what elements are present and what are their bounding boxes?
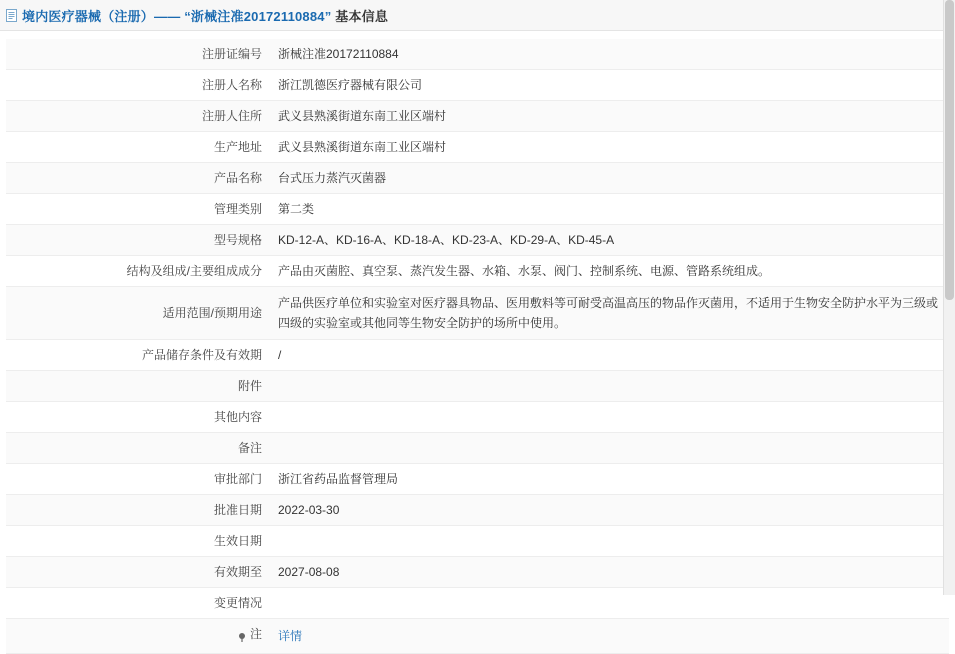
row-value: 武义县熟溪街道东南工业区端村 xyxy=(270,132,949,163)
row-value: 产品供医疗单位和实验室对医疗器具物品、医用敷料等可耐受高温高压的物品作灭菌用，不适用于生物安全防护水平为三级或四级的实验室或其他同等生物安全防护的场所中使用。 xyxy=(270,287,949,340)
table-row xyxy=(6,163,949,194)
row-label: 生产地址 xyxy=(6,132,270,163)
row-value: 产品由灭菌腔、真空泵、蒸汽发生器、水箱、水泵、阀门、控制系统、电源、管路系统组成。 xyxy=(270,256,949,287)
note-label-text: 注 xyxy=(249,627,262,641)
row-value xyxy=(270,371,949,402)
vertical-scrollbar[interactable] xyxy=(943,0,955,595)
row-value xyxy=(270,402,949,433)
row-label: 其他内容 xyxy=(6,402,270,433)
table-row xyxy=(6,132,949,163)
table-row xyxy=(6,526,949,557)
table-row xyxy=(6,557,949,588)
table-row xyxy=(6,39,949,70)
row-label: 生效日期 xyxy=(6,526,270,557)
table-row xyxy=(6,225,949,256)
row-value xyxy=(270,526,949,557)
row-value: 浙江凯德医疗器械有限公司 xyxy=(270,70,949,101)
info-table-body xyxy=(6,39,949,654)
info-marker-icon xyxy=(237,629,247,639)
row-label: 产品名称 xyxy=(6,163,270,194)
registration-info-table xyxy=(6,39,949,654)
table-row xyxy=(6,495,949,526)
table-row xyxy=(6,433,949,464)
document-list-icon xyxy=(6,9,19,22)
row-label: 产品储存条件及有效期 xyxy=(6,340,270,371)
page-title-suffix: 基本信息 xyxy=(335,8,389,24)
row-label: 变更情况 xyxy=(6,588,270,619)
row-value: / xyxy=(270,340,949,371)
row-label: 注册人住所 xyxy=(6,101,270,132)
row-value: 2022-03-30 xyxy=(270,495,949,526)
row-value: 2027-08-08 xyxy=(270,557,949,588)
row-label: 审批部门 xyxy=(6,464,270,495)
table-row xyxy=(6,194,949,225)
scrollbar-thumb[interactable] xyxy=(945,0,954,300)
note-label xyxy=(237,625,262,643)
row-label: 批准日期 xyxy=(6,495,270,526)
table-row xyxy=(6,588,949,619)
page-title xyxy=(22,6,388,25)
row-value: 浙江省药品监督管理局 xyxy=(270,464,949,495)
row-label: 结构及组成/主要组成成分 xyxy=(6,256,270,287)
row-value: 武义县熟溪街道东南工业区端村 xyxy=(270,101,949,132)
row-value: 台式压力蒸汽灭菌器 xyxy=(270,163,949,194)
row-value: 第二类 xyxy=(270,194,949,225)
row-value: 浙械注准20172110884 xyxy=(270,39,949,70)
table-row xyxy=(6,371,949,402)
note-value-cell xyxy=(270,619,949,654)
table-row xyxy=(6,340,949,371)
row-label: 注册人名称 xyxy=(6,70,270,101)
table-row xyxy=(6,464,949,495)
note-label-cell xyxy=(6,619,270,654)
row-label: 有效期至 xyxy=(6,557,270,588)
row-label: 备注 xyxy=(6,433,270,464)
row-label: 管理类别 xyxy=(6,194,270,225)
table-row xyxy=(6,101,949,132)
page-header xyxy=(0,0,955,31)
row-label: 附件 xyxy=(6,371,270,402)
page-title-main: 境内医疗器械（注册）—— “浙械注准20172110884” xyxy=(22,8,332,24)
row-value xyxy=(270,588,949,619)
row-label: 型号规格 xyxy=(6,225,270,256)
table-row-note xyxy=(6,619,949,654)
table-row xyxy=(6,70,949,101)
row-label: 注册证编号 xyxy=(6,39,270,70)
table-row xyxy=(6,402,949,433)
detail-link[interactable]: 详情 xyxy=(278,629,303,643)
info-table-container xyxy=(0,31,955,654)
row-value xyxy=(270,433,949,464)
table-row xyxy=(6,256,949,287)
row-value: KD-12-A、KD-16-A、KD-18-A、KD-23-A、KD-29-A、KD-45-A xyxy=(270,225,949,256)
row-label: 适用范围/预期用途 xyxy=(6,287,270,340)
table-row xyxy=(6,287,949,340)
